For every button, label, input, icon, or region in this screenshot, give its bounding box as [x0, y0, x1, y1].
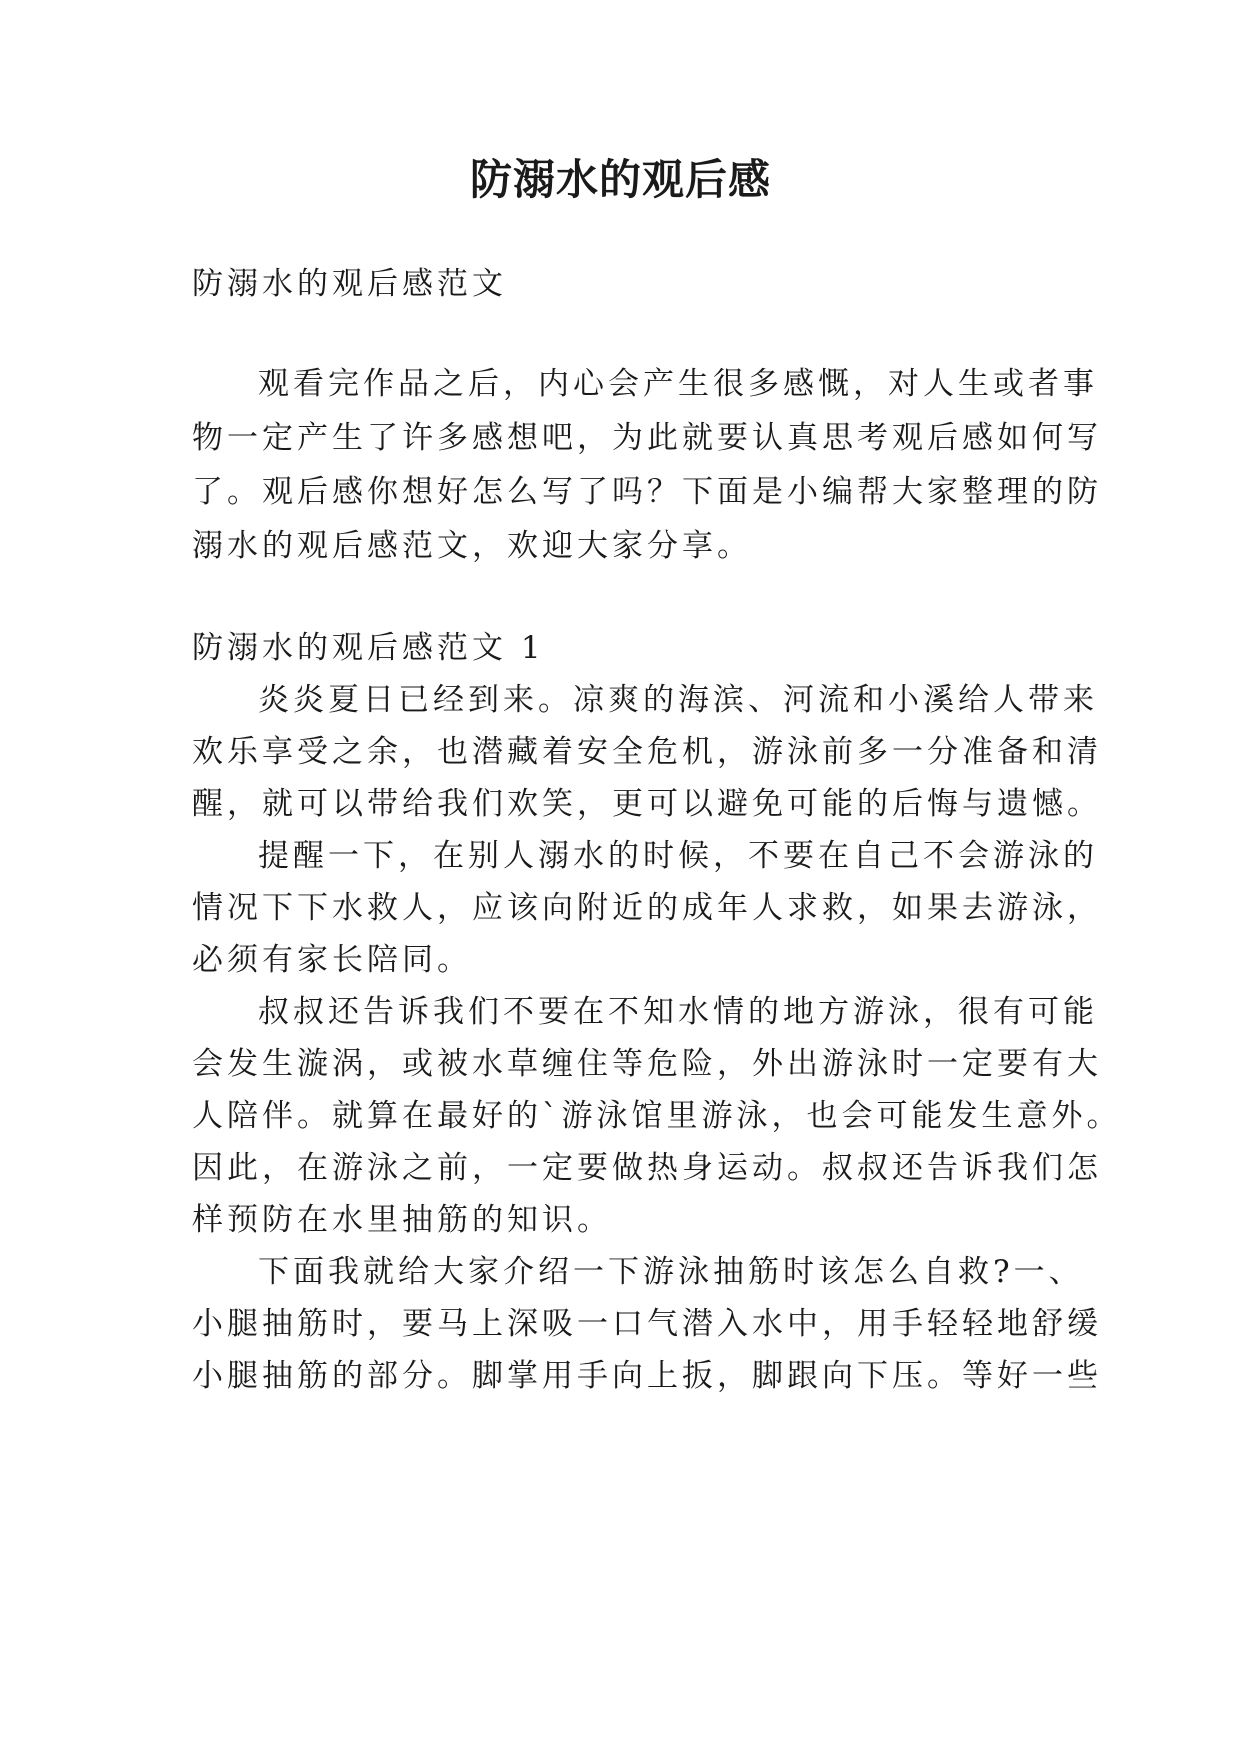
paragraph-line: 情况下下水救人，应该向附近的成年人求救，如果去游泳， [192, 890, 1102, 926]
paragraph-line: 必须有家长陪同。 [192, 942, 472, 978]
paragraph-line: 会发生漩涡，或被水草缠住等危险，外出游泳时一定要有大 [192, 1046, 1102, 1082]
paragraph-line: 小腿抽筋的部分。脚掌用手向上扳，脚跟向下压。等好一些 [192, 1358, 1102, 1394]
subtitle: 防溺水的观后感范文 [192, 266, 507, 302]
intro-line: 溺水的观后感范文，欢迎大家分享。 [192, 528, 752, 564]
paragraph-line: 提醒一下，在别人溺水的时候，不要在自己不会游泳的 [258, 838, 1098, 874]
paragraph-line: 下面我就给大家介绍一下游泳抽筋时该怎么自救?一、 [258, 1254, 1084, 1290]
intro-line: 观看完作品之后，内心会产生很多感慨，对人生或者事 [258, 366, 1098, 402]
paragraph-line: 样预防在水里抽筋的知识。 [192, 1202, 612, 1238]
document-title: 防溺水的观后感 [469, 155, 771, 204]
paragraph-line: 小腿抽筋时，要马上深吸一口气潜入水中，用手轻轻地舒缓 [192, 1306, 1102, 1342]
intro-line: 物一定产生了许多感想吧，为此就要认真思考观后感如何写 [192, 420, 1102, 456]
paragraph-line: 叔叔还告诉我们不要在不知水情的地方游泳，很有可能 [258, 994, 1098, 1030]
paragraph-line: 炎炎夏日已经到来。凉爽的海滨、河流和小溪给人带来 [258, 682, 1098, 718]
paragraph-line: 人陪伴。就算在最好的`游泳馆里游泳，也会可能发生意外。 [192, 1098, 1122, 1134]
paragraph-line: 醒，就可以带给我们欢笑，更可以避免可能的后悔与遗憾。 [192, 786, 1102, 822]
paragraph-line: 因此，在游泳之前，一定要做热身运动。叔叔还告诉我们怎 [192, 1150, 1102, 1186]
intro-line: 了。观后感你想好怎么写了吗？下面是小编帮大家整理的防 [192, 474, 1102, 510]
paragraph-line: 欢乐享受之余，也潜藏着安全危机，游泳前多一分准备和清 [192, 734, 1102, 770]
section-heading: 防溺水的观后感范文 1 [192, 630, 545, 666]
